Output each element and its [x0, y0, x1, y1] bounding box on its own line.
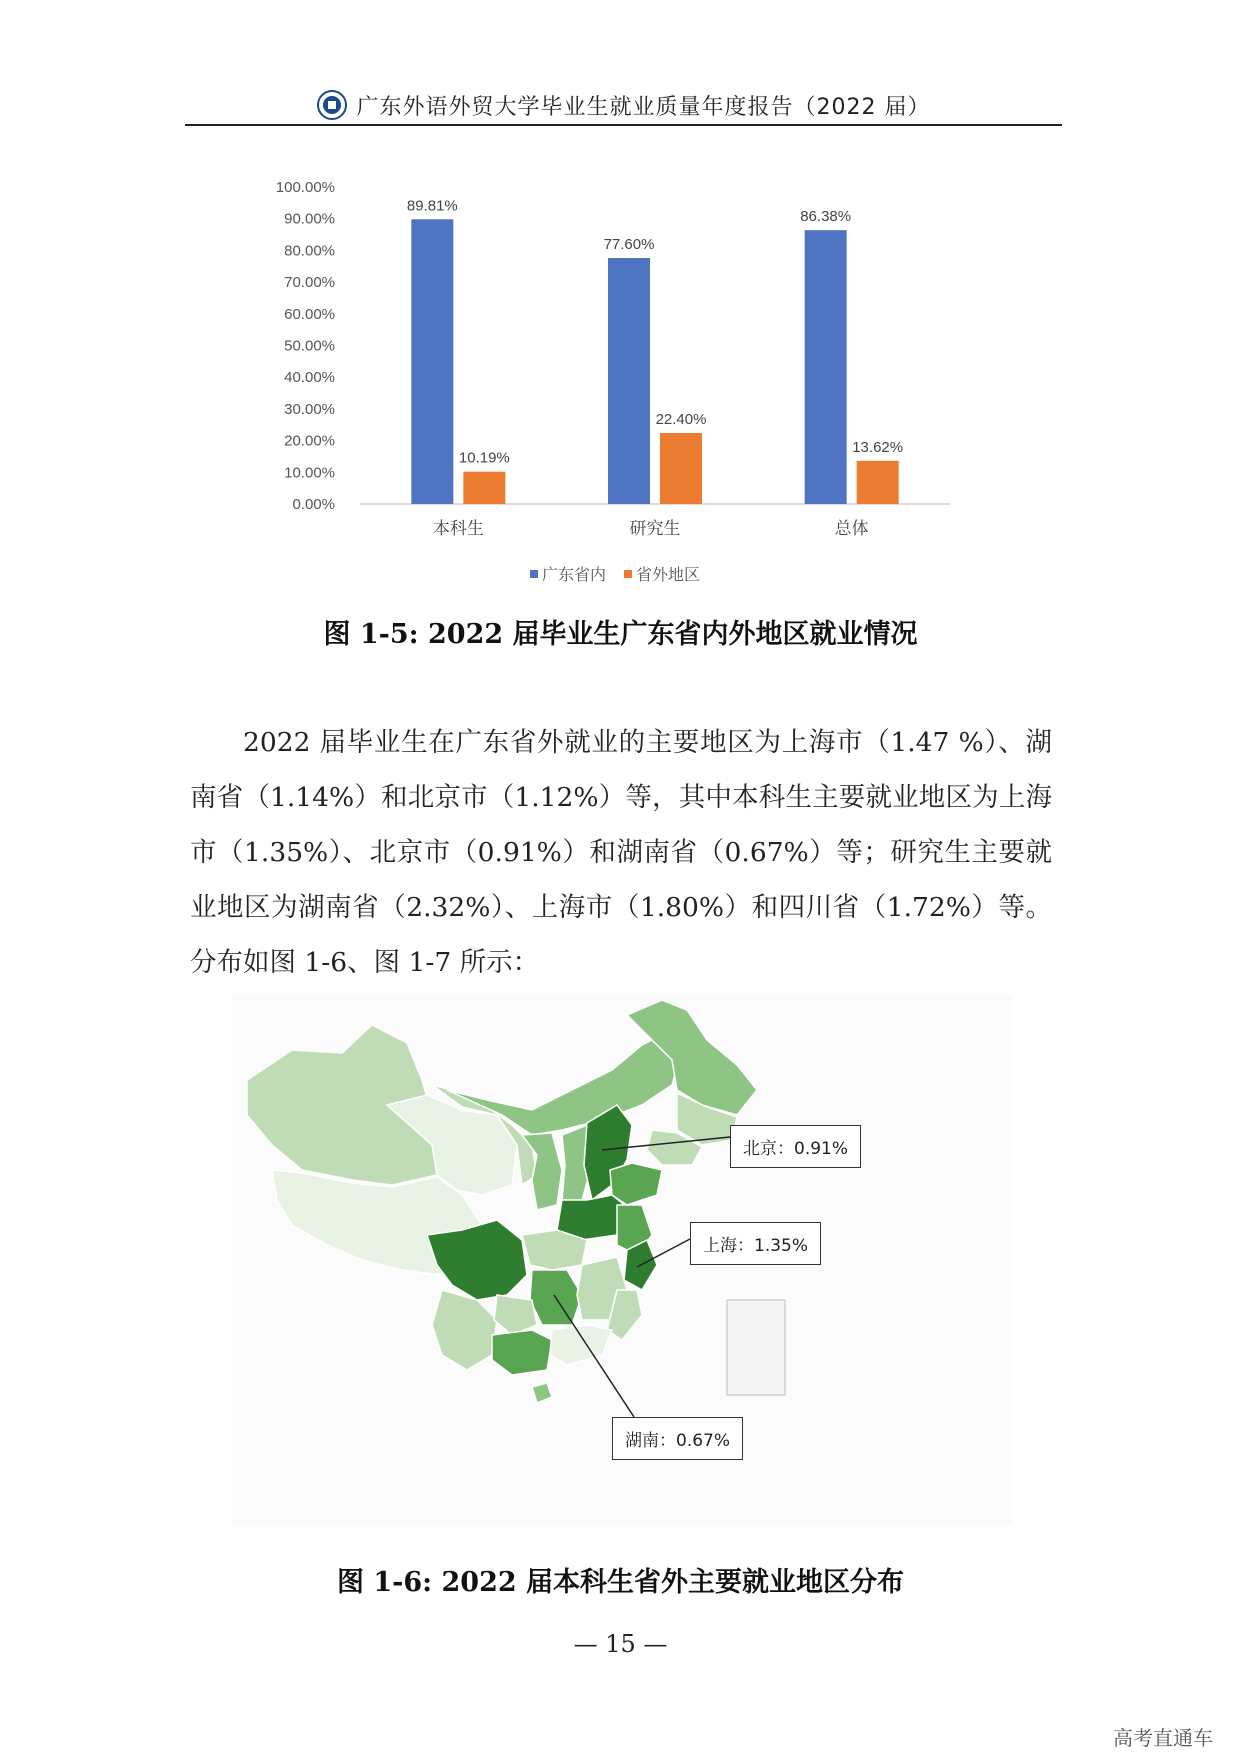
page-header — [185, 86, 1062, 126]
y-tick-label: 50.00% — [284, 337, 335, 355]
x-category-label: 本科生 — [432, 519, 484, 538]
map-region-hubei — [522, 1230, 587, 1270]
bar-1-0 — [463, 472, 505, 504]
figure-1-6-caption: 图 1-6: 2022 届本科生省外主要就业地区分布 — [336, 1567, 905, 1598]
y-tick-label: 30.00% — [284, 400, 335, 418]
beijing-label: 北京：0.91% — [730, 1125, 861, 1168]
y-tick-label: 10.00% — [284, 464, 335, 482]
y-tick-label: 100.00% — [275, 179, 335, 196]
x-category-label: 总体 — [834, 519, 869, 538]
legend-label-series-1: 省外地区 — [636, 565, 701, 584]
y-tick-label: 20.00% — [284, 432, 335, 450]
bar-0-1 — [608, 258, 650, 504]
legend-item-series-0 — [530, 562, 606, 585]
map-region-guangxi — [492, 1330, 552, 1375]
x-category-label: 研究生 — [629, 519, 681, 538]
map-region-hainan — [532, 1383, 552, 1403]
page-number: — 15 — — [573, 1630, 668, 1658]
y-tick-label: 40.00% — [284, 369, 335, 387]
bar-1-2 — [857, 461, 899, 504]
data-label: 10.19% — [458, 449, 510, 467]
body-paragraph: 2022 届毕业生在广东省外就业的主要地区为上海市（1.47 %）、湖南省（1.14%）和北京市（1.12%）等，其中本科生主要就业地区为上海市（1.35%）、北京市（0.91%）和湖南省（0.67%）等；研究生主要就业地区为湖南省（2.32%）、上海市（1.80%）和四川省（1.72%）等。分布如图 1-6、图 1-7 所示： — [190, 727, 1052, 978]
legend-label-series-0: 广东省内 — [542, 565, 607, 584]
header-title: 广东外语外贸大学毕业生就业质量年度报告（2022 届） — [356, 94, 931, 120]
map-region-yunnan — [432, 1290, 497, 1370]
data-label: 86.38% — [800, 208, 852, 226]
y-tick-label: 0.00% — [292, 496, 335, 513]
shanghai-label: 上海：1.35% — [690, 1222, 821, 1265]
data-label: 13.62% — [852, 438, 904, 456]
bar-1-1 — [660, 433, 702, 504]
bar-0-2 — [805, 230, 847, 504]
south-china-sea-inset — [727, 1300, 785, 1395]
legend-swatch-series-0 — [530, 570, 538, 578]
y-tick-label: 60.00% — [284, 305, 335, 323]
chart-legend — [530, 562, 700, 585]
watermark: 高考直通车 — [1113, 1726, 1213, 1750]
y-tick-label: 70.00% — [284, 274, 335, 292]
figure-1-5-caption: 图 1-5: 2022 届毕业生广东省内外地区就业情况 — [323, 619, 918, 650]
data-label: 22.40% — [655, 410, 707, 428]
university-logo-icon — [317, 90, 347, 120]
y-tick-label: 80.00% — [284, 242, 335, 260]
hunan-label: 湖南：0.67% — [612, 1417, 743, 1460]
map-region-guizhou — [494, 1295, 537, 1335]
china-map-figure — [232, 995, 1012, 1525]
y-tick-label: 90.00% — [284, 210, 335, 228]
data-label: 77.60% — [603, 236, 655, 254]
data-label: 89.81% — [406, 197, 458, 215]
map-region-guangdong — [550, 1325, 612, 1365]
legend-item-series-1 — [624, 562, 700, 585]
employment-bar-chart — [270, 160, 960, 550]
legend-swatch-series-1 — [624, 570, 632, 578]
bar-0-0 — [411, 219, 453, 504]
